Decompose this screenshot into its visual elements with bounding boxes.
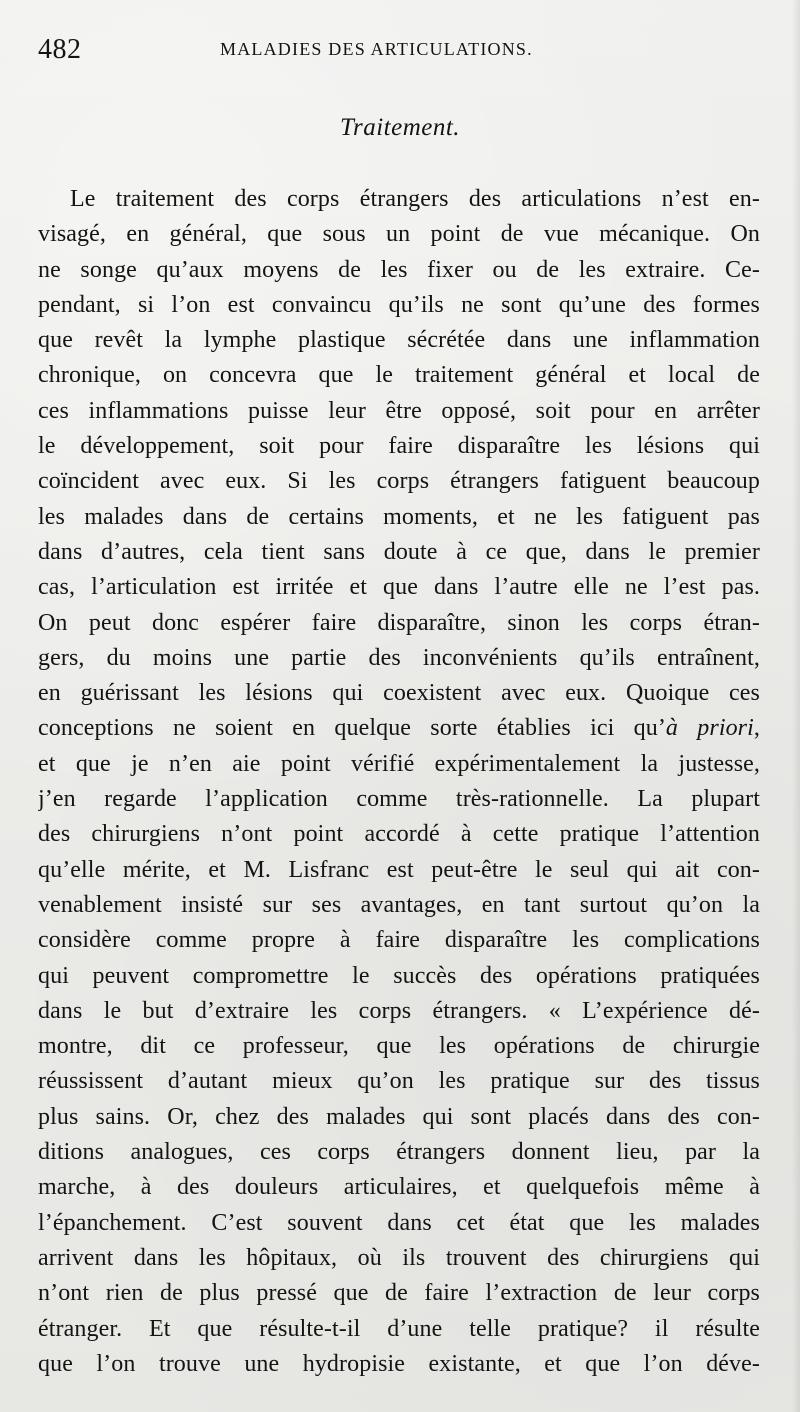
text-line: coïncident avec eux. Si les corps étrangers fatiguent beaucoup bbox=[38, 468, 760, 495]
text-line: Le traitement des corps étrangers des articulations n’est en- bbox=[70, 186, 760, 212]
text-line: marche, à des douleurs articulaires, et quelquefois même à bbox=[38, 1174, 760, 1201]
text-line: visagé, en général, que sous un point de vue mécanique. On bbox=[38, 221, 760, 248]
text-line: pendant, si l’on est convaincu qu’ils ne sont qu’une des formes bbox=[38, 291, 760, 318]
text-line: que revêt la lymphe plastique sécrétée dans une inflammation bbox=[38, 327, 760, 354]
text-line: j’en regarde l’application comme très-rationnelle. La plupart bbox=[38, 786, 760, 813]
text-line: le développement, soit pour faire disparaître les lésions qui bbox=[38, 433, 760, 460]
text-line: n’ont rien de plus pressé que de faire l’extraction de leur corps bbox=[38, 1280, 760, 1307]
text-line: ditions analogues, ces corps étrangers donnent lieu, par la bbox=[38, 1139, 760, 1166]
text-line: qu’elle mérite, et M. Lisfranc est peut-être le seul qui ait con- bbox=[38, 856, 760, 883]
running-title: MALADIES DES ARTICULATIONS. bbox=[220, 39, 533, 59]
text-line: cas, l’articulation est irritée et que dans l’autre elle ne l’est pas. bbox=[38, 574, 760, 601]
text-line: arrivent dans les hôpitaux, où ils trouvent des chirurgiens qui bbox=[38, 1244, 760, 1271]
text-line: que l’on trouve une hydropisie existante, et que l’on déve- bbox=[38, 1350, 760, 1377]
text-line: plus sains. Or, chez des malades qui sont placés dans des con- bbox=[38, 1103, 760, 1130]
text-line: dans d’autres, cela tient sans doute à ce que, dans le premier bbox=[38, 538, 760, 565]
text-line: en guérissant les lésions qui coexistent avec eux. Quoique ces bbox=[38, 680, 760, 707]
section-heading: Traitement. bbox=[339, 114, 461, 141]
text-line: gers, du moins une partie des inconvénients qu’ils entraînent, bbox=[38, 644, 760, 671]
text-line: montre, dit ce professeur, que les opérations de chirurgie bbox=[38, 1033, 760, 1060]
text-line: qui peuvent compromettre le succès des opérations pratiquées bbox=[38, 962, 760, 989]
text-line: On peut donc espérer faire disparaître, sinon les corps étran- bbox=[38, 609, 760, 636]
running-head bbox=[38, 28, 762, 68]
text-line: dans le but d’extraire les corps étrangers. « L’expérience dé- bbox=[38, 997, 760, 1024]
text-line: étranger. Et que résulte-t-il d’une telle pratique? il résulte bbox=[38, 1315, 760, 1342]
text-line: venablement insisté sur ses avantages, en tant surtout qu’on la bbox=[38, 891, 760, 918]
text-line: conceptions ne soient en quelque sorte établies ici qu’à priori, bbox=[38, 715, 760, 742]
text-line: des chirurgiens n’ont point accordé à cette pratique l’attention bbox=[38, 821, 760, 848]
text-line: ne songe qu’aux moyens de les fixer ou de les extraire. Ce- bbox=[38, 256, 760, 283]
body-text bbox=[38, 182, 760, 1382]
text-line: et que je n’en aie point vérifié expérimentalement la justesse, bbox=[38, 750, 760, 777]
text-line: l’épanchement. C’est souvent dans cet état que les malades bbox=[38, 1209, 760, 1236]
text-line: réussissent d’autant mieux qu’on les pratique sur des tissus bbox=[38, 1068, 760, 1095]
italic-phrase: à priori bbox=[665, 715, 754, 742]
text-line: les malades dans de certains moments, et ne les fatiguent pas bbox=[38, 503, 760, 530]
text-line: considère comme propre à faire disparaître les complications bbox=[38, 927, 760, 954]
text-line: ces inflammations puisse leur être opposé, soit pour en arrêter bbox=[38, 397, 760, 424]
text-line: chronique, on concevra que le traitement général et local de bbox=[38, 362, 760, 389]
page-number: 482 bbox=[38, 34, 82, 65]
